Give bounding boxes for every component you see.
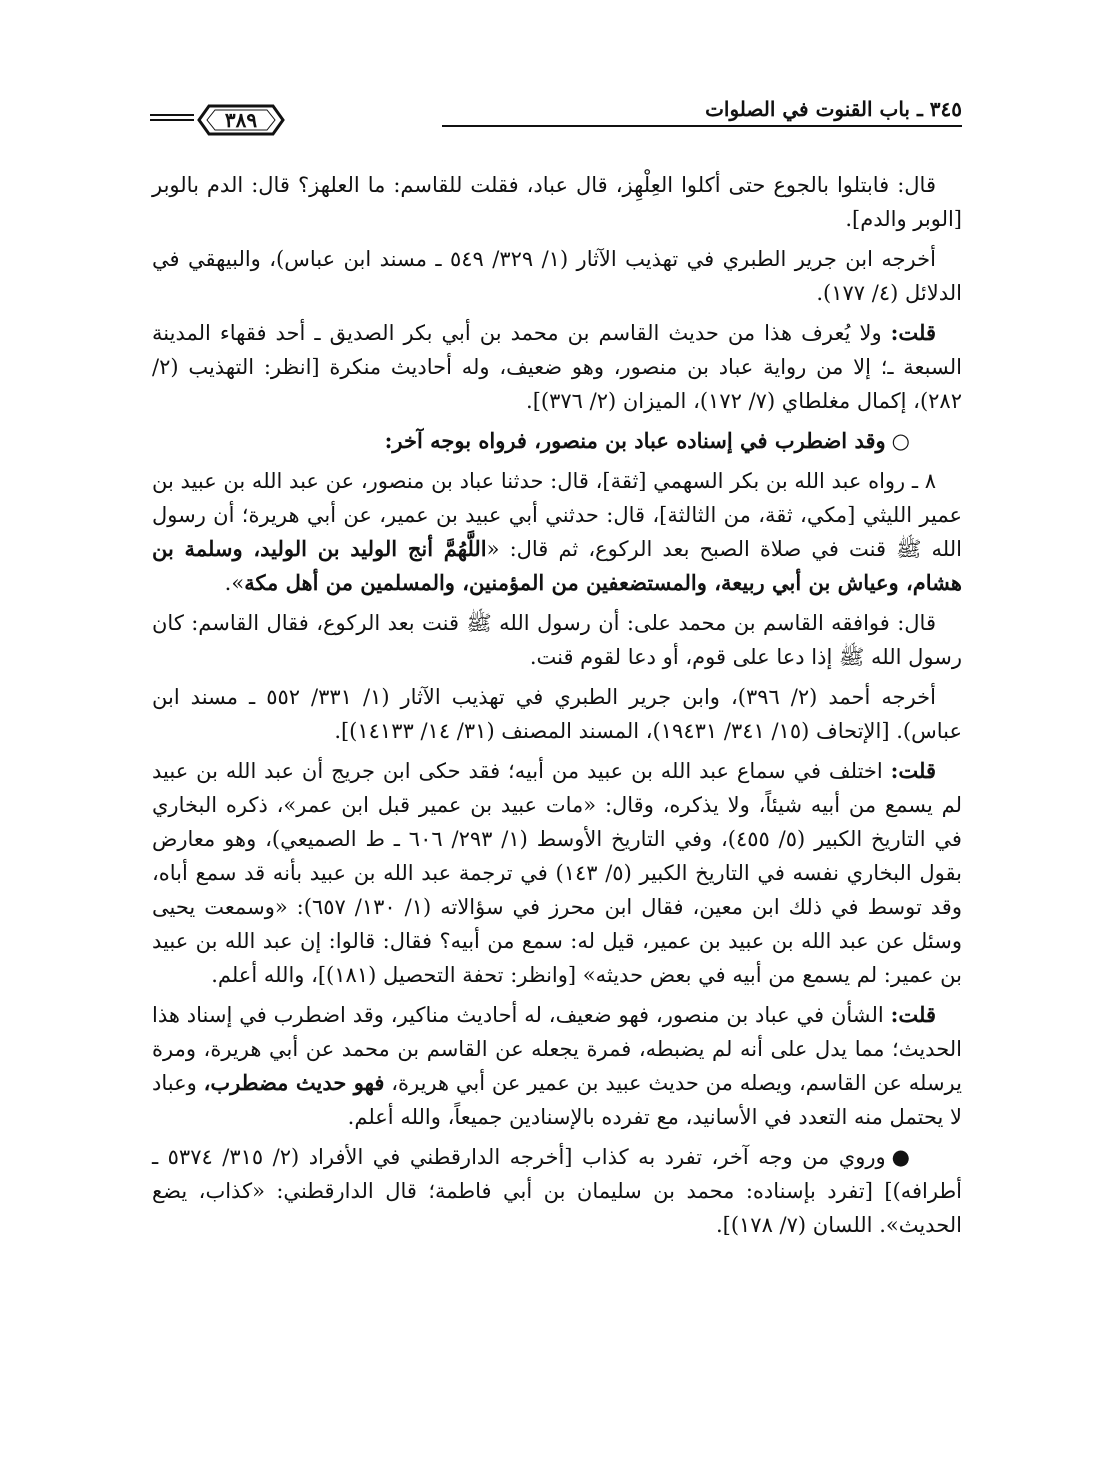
paragraph: قال: فوافقه القاسم بن محمد على: أن رسول الله ﷺ قنت بعد الركوع، فقال القاسم: كان رسول الله ﷺ إذا دعا على قوم، أو دعا لقوم قنت.	[152, 611, 962, 669]
page-body	[152, 168, 962, 1248]
header-double-rule	[150, 114, 194, 121]
paragraph: قال: فابتلوا بالجوع حتى أكلوا العِلْهِز، قال عباد، فقلت للقاسم: ما العلهز؟ قال: الدم بالوبر [الوبر والدم].	[152, 173, 962, 231]
page-number: ٣٨٩	[224, 108, 258, 132]
paragraph: أخرجه ابن جرير الطبري في تهذيب الآثار (١/ ٣٢٩/ ٥٤٩ ـ مسند ابن عباس)، والبيهقي في الدلائل (٤/ ١٧٧).	[152, 247, 962, 305]
paragraph: أخرجه أحمد (٢/ ٣٩٦)، وابن جرير الطبري في تهذيب الآثار (١/ ٣٣١/ ٥٥٢ ـ مسند ابن عباس). [الإتحاف (١٥/ ٣٤١/ ١٩٤٣١)، المسند المصنف (٣١/ ١٤/ ١٤١٣٣)].	[152, 685, 962, 743]
page-number-badge	[195, 102, 287, 138]
filled-bullet-icon: ●	[891, 1145, 910, 1169]
chapter-title: ٣٤٥ ـ باب القنوت في الصلوات	[705, 97, 962, 121]
qultu-label: قلت:	[890, 320, 936, 345]
header-rule	[442, 125, 962, 127]
paragraph: ٨ ـ رواه عبد الله بن بكر السهمي [ثقة]، قال: حدثنا عباد بن منصور، عن عبد الله بن عبيد بن عمير الليثي [مكي، ثقة، من الثالثة]، قال: حدثني أبي عبيد بن عمير، عن أبي هريرة؛ أن رسول الله ﷺ قنت في صلاة الصبح بعد الركوع، ثم قال: «اللَّهُمَّ أنج الوليد بن الوليد، وسلمة بن هشام، وعياش بن أبي ربيعة، والمستضعفين من المؤمنين، والمسلمين من أهل مكة».	[152, 469, 962, 595]
qultu-label: قلت:	[890, 1002, 936, 1027]
paragraph: قلت: الشأن في عباد بن منصور، فهو ضعيف، له أحاديث مناكير، وقد اضطرب في إسناد هذا الحديث؛ مما يدل على أنه لم يضبطه، فمرة يجعله عن القاسم بن محمد عن أبي هريرة، ومرة يرسله عن القاسم، ويصله من حديث عبيد بن عمير عن أبي هريرة، فهو حديث مضطرب، وعباد لا يحتمل منه التعدد في الأسانيد، مع تفرده بالإسنادين جميعاً، والله أعلم.	[152, 1002, 962, 1129]
paragraph: ●وروي من وجه آخر، تفرد به كذاب [أخرجه الدارقطني في الأفراد (٢/ ٣١٥/ ٥٣٧٤ ـ أطرافه)] [تفرد بإسناده: محمد بن سليمان بن أبي فاطمة؛ قال الدارقطني: «كذاب، يضع الحديث». اللسان (٧/ ١٧٨)].	[152, 1140, 962, 1242]
paragraph: قلت: ولا يُعرف هذا من حديث القاسم بن محمد بن أبي بكر الصديق ـ أحد فقهاء المدينة السبعة ـ؛ إلا من رواية عباد بن منصور، وهو ضعيف، وله أحاديث منكرة [انظر: التهذيب (٢/ ٢٨٢)، إكمال مغلطاي (٧/ ١٧٢)، الميزان (٢/ ٣٧٦)].	[152, 320, 962, 413]
qultu-label: قلت:	[890, 758, 936, 783]
paragraph: قلت: اختلف في سماع عبد الله بن عبيد من أبيه؛ فقد حكى ابن جريج أن عبد الله بن عبيد لم يسمع من أبيه شيئاً، ولا يذكره، وقال: «مات عبيد بن عمير قبل ابن عمر»، ذكره البخاري في التاريخ الكبير (٥/ ٤٥٥)، وفي التاريخ الأوسط (١/ ٢٩٣/ ٦٠٦ ـ ط الصميعي)، وهو معارض بقول البخاري نفسه في التاريخ الكبير (٥/ ١٤٣) في ترجمة عبد الله بن عبيد بأنه قد سمع أباه، وقد توسط في ذلك ابن معين، فقال ابن محرز في سؤالاته (١/ ١٣٠/ ٦٥٧): «وسمعت يحيى وسئل عن عبد الله بن عبيد بن عمير، قيل له: سمع من أبيه؟ فقال: قالوا: إن عبد الله بن عبيد بن عمير: لم يسمع من أبيه في بعض حديثه» [وانظر: تحفة التحصيل (١٨١)]، والله أعلم.	[152, 758, 962, 987]
page-header	[150, 96, 962, 140]
circle-bullet-icon: ○	[891, 429, 910, 453]
paragraph: ○وقد اضطرب في إسناده عباد بن منصور، فرواه بوجه آخر:	[152, 424, 962, 458]
